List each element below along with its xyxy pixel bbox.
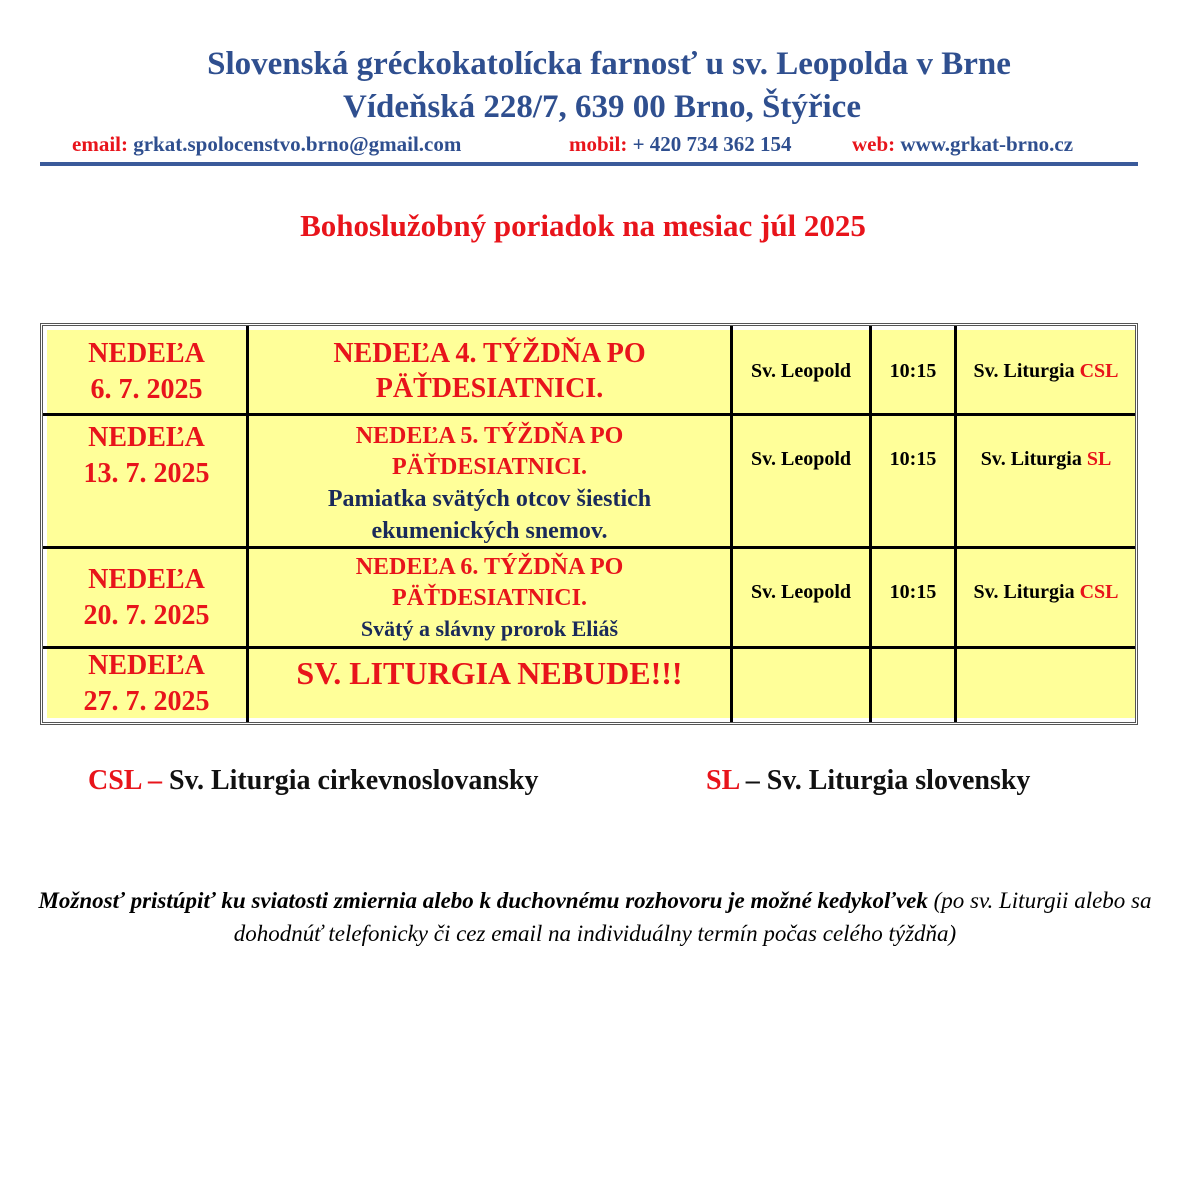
confession-note-rest: (po sv. Liturgii alebo sa dohodnúť telefonicky či cez email na individuálny termín počas celého týždňa) [233, 888, 1152, 946]
row-divider [43, 546, 1135, 549]
row-2-service: Sv. Liturgia [980, 448, 1082, 470]
row-4-time-cell [872, 649, 954, 718]
row-2-date: 13. 7. 2025 [83, 458, 210, 489]
header-divider [40, 162, 1138, 166]
row-2-occasion-line2: PÄŤDESIATNICI. [392, 454, 587, 480]
row-1-date: 6. 7. 2025 [90, 373, 203, 405]
row-2-time-cell [872, 416, 954, 546]
row-3-date-cell [47, 549, 246, 646]
schedule-table [40, 323, 1138, 725]
row-1-service-cell [957, 330, 1135, 413]
row-3-time: 10:15 [889, 581, 937, 603]
column-divider [730, 326, 733, 722]
column-divider [954, 326, 957, 722]
mobile-contact [569, 132, 792, 157]
row-3-occasion-line2: PÄŤDESIATNICI. [392, 585, 587, 611]
row-4-date-cell [47, 649, 246, 718]
row-2-date-cell [47, 416, 246, 546]
row-2-place-cell [733, 416, 869, 546]
row-4-occasion-cell [249, 649, 730, 718]
confession-note [30, 884, 1160, 950]
row-2-occasion-line1: NEDEĽA 5. TÝŽDŇA PO [355, 423, 624, 449]
confession-note-bold: Možnosť pristúpiť ku sviatosti zmiernia alebo k duchovnému rozhovoru je možné kedykoľvek [38, 888, 928, 913]
row-2-service-cell [957, 416, 1135, 546]
web-label: web: [852, 132, 896, 156]
row-3-time-cell [872, 549, 954, 646]
legend-csl-text: Sv. Liturgia cirkevnoslovansky [168, 765, 539, 796]
row-4-date: 27. 7. 2025 [83, 685, 210, 717]
row-4-service-cell [957, 649, 1135, 718]
mobile-value: + 420 734 362 154 [632, 132, 792, 156]
row-1-time: 10:15 [889, 360, 937, 382]
row-1-occasion-cell [249, 330, 730, 413]
email-label: email: [72, 132, 128, 156]
row-4-day: NEDEĽA [88, 649, 205, 681]
row-3-day: NEDEĽA [88, 563, 205, 595]
row-1-day: NEDEĽA [88, 337, 205, 369]
row-2-occasion-note: Pamiatka svätých otcov šiestich ekumenických snemov. [327, 486, 652, 544]
legend-sl-abbr: SL [706, 765, 739, 796]
schedule-title: Bohoslužobný poriadok na mesiac júl 2025 [300, 208, 866, 243]
row-3-lang: CSL [1079, 581, 1119, 603]
row-1-time-cell [872, 330, 954, 413]
row-4-place-cell [733, 649, 869, 718]
row-3-occasion-cell [249, 549, 730, 646]
row-1-lang: CSL [1079, 360, 1119, 382]
email-value[interactable]: grkat.spolocenstvo.brno@gmail.com [133, 132, 462, 156]
row-1-occasion-line1: NEDEĽA 4. TÝŽDŇA PO [333, 338, 646, 369]
web-contact [852, 132, 1073, 157]
legend-sl [706, 765, 1030, 797]
row-divider [43, 413, 1135, 416]
row-1-place-cell [733, 330, 869, 413]
email-contact [72, 132, 461, 157]
web-value[interactable]: www.grkat-brno.cz [900, 132, 1074, 156]
row-3-service-cell [957, 549, 1135, 646]
row-1-place: Sv. Leopold [750, 360, 852, 382]
parish-name: Slovenská gréckokatolícka farnosť u sv. Leopolda v Brne [207, 46, 1011, 82]
row-divider [43, 646, 1135, 649]
row-2-place: Sv. Leopold [750, 448, 852, 470]
column-divider [869, 326, 872, 722]
legend-dash: – [147, 765, 162, 796]
column-divider [246, 326, 249, 722]
mobile-label: mobil: [569, 132, 628, 156]
row-3-date: 20. 7. 2025 [83, 599, 210, 631]
row-2-lang: SL [1086, 448, 1112, 470]
row-1-date-cell [47, 330, 246, 413]
row-2-time: 10:15 [889, 448, 937, 470]
row-3-occasion-note: Svätý a slávny prorok Eliáš [360, 616, 619, 641]
row-1-service: Sv. Liturgia [973, 360, 1075, 382]
row-3-occasion-line1: NEDEĽA 6. TÝŽDŇA PO [355, 554, 624, 580]
row-3-service: Sv. Liturgia [973, 581, 1075, 603]
contact-line [0, 132, 1190, 160]
row-3-place: Sv. Leopold [750, 581, 852, 603]
row-1-occasion-line2: PÄŤDESIATNICI. [375, 373, 604, 404]
row-4-occasion-line1: SV. LITURGIA NEBUDE!!! [296, 655, 683, 691]
legend-dash: – [745, 765, 760, 796]
parish-address: Vídeňská 228/7, 639 00 Brno, Štýřice [343, 89, 861, 125]
row-2-occasion-cell [249, 416, 730, 546]
row-2-day: NEDEĽA [88, 422, 205, 453]
row-3-place-cell [733, 549, 869, 646]
legend-csl [88, 765, 538, 797]
legend-csl-abbr: CSL [88, 765, 141, 796]
legend-sl-text: Sv. Liturgia slovensky [766, 765, 1031, 796]
